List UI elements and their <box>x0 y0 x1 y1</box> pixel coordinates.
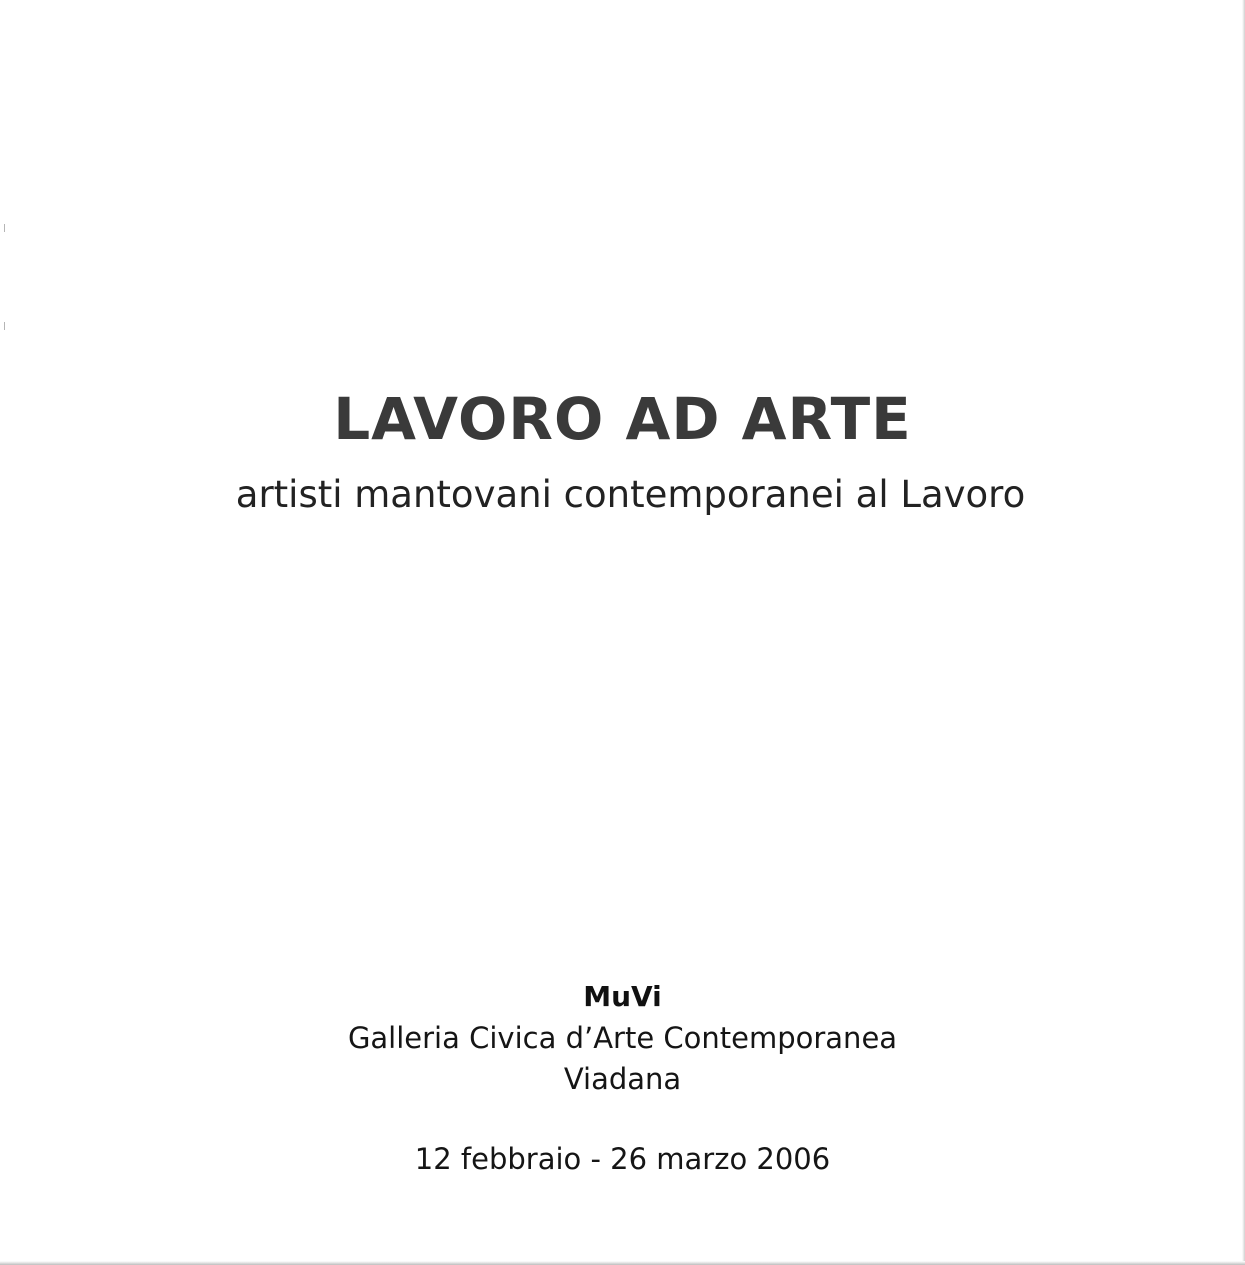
page-title: LAVORO AD ARTE <box>333 385 912 453</box>
event-dates: 12 febbraio - 26 marzo 2006 <box>414 1142 831 1176</box>
scan-edge-mark <box>4 322 5 330</box>
venue-city: Viadana <box>563 1062 682 1096</box>
page-subtitle: artisti mantovani contemporanei al Lavoro <box>235 473 1026 516</box>
venue-name: MuVi <box>583 980 662 1013</box>
scan-edge-mark <box>4 224 5 232</box>
scan-edge-bottom <box>0 1261 1245 1265</box>
venue-full-name: Galleria Civica d’Arte Contemporanea <box>347 1021 898 1055</box>
